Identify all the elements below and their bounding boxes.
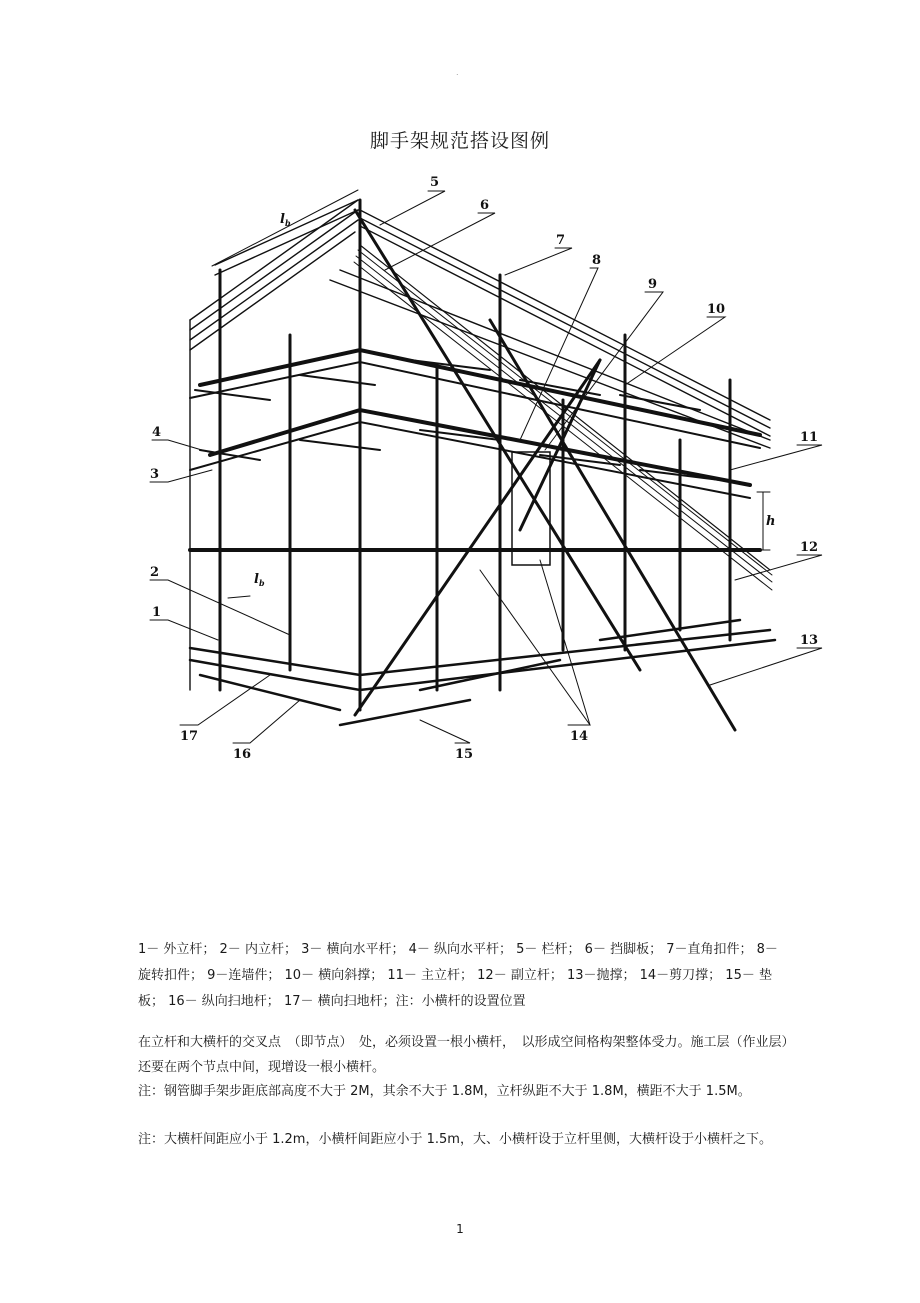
dim-lb-bottom: $l_b$ [254, 572, 265, 588]
header-dot: . [456, 68, 459, 77]
scaffold-diagram [0, 170, 920, 760]
legend-text: 1－ 外立杆； 2－ 内立杆； 3－ 横向水平杆； 4－ 纵向水平杆； 5－ 栏杆； 6－ 挡脚板； 7－直角扣件； 8－旋转扣件； 9－连墙件； 10－ 横向斜撑； 11－ 主立杆； 12－ 副立杆； 13－抛撑； 14－剪刀撑； 15－ 垫板； 16－ 纵向扫地杆； 17－ 横向扫地杆；注：小横杆的设置位置 [138, 942, 778, 1009]
label-10: 10 [707, 302, 726, 317]
label-1: 1 [152, 605, 162, 620]
label-9: 9 [648, 277, 658, 292]
label-15: 15 [455, 747, 474, 760]
dim-lb-top: $l_b$ [280, 212, 291, 228]
dim-h: h [766, 514, 776, 529]
page-title: 脚手架规范搭设图例 [369, 130, 550, 152]
label-11: 11 [800, 430, 819, 445]
label-3: 3 [150, 467, 160, 482]
label-12: 12 [800, 540, 819, 555]
label-8: 8 [592, 253, 602, 268]
label-13: 13 [800, 633, 819, 648]
label-6: 6 [480, 198, 490, 213]
label-7: 7 [556, 233, 566, 248]
label-16: 16 [233, 747, 252, 760]
note-step-spacing: 注：钢管脚手架步距底部高度不大于 2M，其余不大于 1.8M，立杆纵距不大于 1.8M，横距不大于 1.5M。 [138, 1084, 751, 1099]
dimension-marks [212, 190, 770, 598]
note-bar-spacing: 注：大横杆间距应小于 1.2m，小横杆间距应小于 1.5m，大、小横杆设于立杆里侧，大横杆设于小横杆之下。 [138, 1132, 772, 1147]
ledgers-thin [190, 360, 760, 498]
label-5: 5 [430, 175, 440, 190]
label-2: 2 [150, 565, 160, 580]
label-4: 4 [152, 425, 162, 440]
note-node-crossbar: 在立杆和大横杆的交叉点 （即节点） 处，必须设置一根小横杆， 以形成空间格构架整体受力。施工层（作业层）还要在两个节点中间，现增设一根小横杆。 [138, 1035, 789, 1075]
label-17: 17 [180, 729, 199, 744]
label-14: 14 [570, 729, 589, 744]
page-number: 1 [456, 1222, 464, 1236]
base-boards [190, 620, 775, 725]
